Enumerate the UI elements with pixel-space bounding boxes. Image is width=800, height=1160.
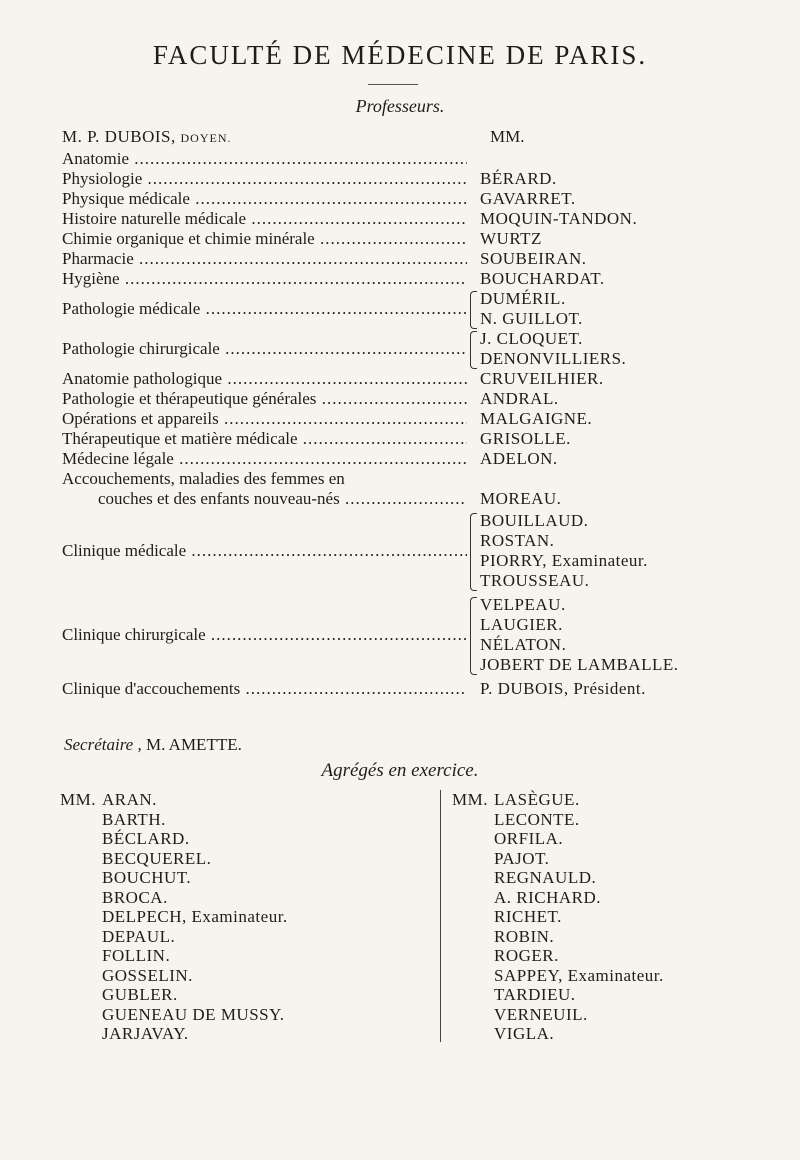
professor-name: MOQUIN-TANDON. xyxy=(480,209,638,228)
subject-accouchements-line2: couches et des enfants nouveau-nés ..... xyxy=(98,489,467,509)
professor-name: ADELON. xyxy=(480,449,558,468)
professor-name: VELPEAU. xyxy=(480,595,566,614)
agrege-name: SAPPEY, Examinateur. xyxy=(494,965,664,985)
professor-name: WURTZ xyxy=(480,229,542,248)
dean-line xyxy=(62,127,231,147)
professor-name: TROUSSEAU. xyxy=(480,571,590,590)
professor-name: CRUVEILHIER. xyxy=(480,369,604,388)
professor-name: LAUGIER. xyxy=(480,615,563,634)
agrege-name: ROBIN. xyxy=(494,926,555,946)
subject-physiologie: Physiologie ..... xyxy=(62,169,467,189)
professor-name: BOUCHARDAT. xyxy=(480,269,605,288)
professor-name: JOBERT DE LAMBALLE. xyxy=(480,655,679,674)
agrege-name: BOUCHUT. xyxy=(102,868,192,887)
professor-name: ANDRAL. xyxy=(480,389,559,408)
agrege-name: ORFILA. xyxy=(494,829,564,848)
agrege-name: FOLLIN. xyxy=(102,946,171,965)
subject-clinique-accouchements: Clinique d'accouchements ..... xyxy=(62,679,467,699)
professors-mm-header: MM. xyxy=(490,127,525,146)
faculty-title: FACULTÉ DE MÉDECINE DE PARIS. xyxy=(152,40,648,70)
professor-name: BÉRARD. xyxy=(480,169,557,188)
agreges-left-column xyxy=(60,790,430,1050)
secretary-line xyxy=(64,735,242,755)
subject-pharmacie: Pharmacie ..... xyxy=(62,249,467,269)
agrege-name: A. RICHARD. xyxy=(494,887,602,907)
agrege-name: RICHET. xyxy=(494,907,562,926)
agrege-name: TARDIEU. xyxy=(494,985,576,1004)
professor-name: DENONVILLIERS. xyxy=(480,349,627,368)
professor-name: GAVARRET. xyxy=(480,189,576,208)
subject-histoire-naturelle: Histoire naturelle médicale ..... xyxy=(62,209,467,229)
subject-pathologie-chirurgicale: Pathologie chirurgicale ..... xyxy=(62,339,467,359)
agrege-name: GOSSELIN. xyxy=(102,965,193,985)
professor-name: ROSTAN. xyxy=(480,531,555,550)
secretary-name: M. AMETTE. xyxy=(145,735,242,754)
agrege-name: ARAN. xyxy=(102,790,157,809)
agrege-name: REGNAULD. xyxy=(494,868,597,887)
agrege-name: BARTH. xyxy=(102,809,166,829)
professor-name: DUMÉRIL. xyxy=(480,289,566,308)
agrege-name: JARJAVAY. xyxy=(102,1024,189,1043)
subject-physique-medicale: Physique médicale ..... xyxy=(62,189,467,209)
agrege-name: LASÈGUE. xyxy=(494,790,580,809)
dean-name: M. P. DUBOIS, xyxy=(62,127,176,146)
professors-subtitle: Professeurs. xyxy=(355,96,445,116)
agreges-right-prefix: MM. xyxy=(452,790,488,809)
subject-anatomie: Anatomie ..... xyxy=(62,149,467,169)
brace xyxy=(470,331,477,369)
agrege-name: DEPAUL. xyxy=(102,926,176,946)
subject-hygiene: Hygiène ..... xyxy=(62,269,467,289)
professor-name: P. DUBOIS, Président. xyxy=(480,679,646,698)
brace xyxy=(470,513,477,591)
agrege-name: GUENEAU DE MUSSY. xyxy=(102,1004,285,1024)
subject-accouchements-line1: Accouchements, maladies des femmes en xyxy=(62,469,345,488)
professor-name: BOUILLAUD. xyxy=(480,511,589,530)
subject-pathologie-medicale: Pathologie médicale ..... xyxy=(62,299,467,319)
agrege-name: BROCA. xyxy=(102,887,168,907)
professor-name: MALGAIGNE. xyxy=(480,409,593,428)
agreges-right-column xyxy=(452,790,792,1050)
agreges-left-prefix: MM. xyxy=(60,790,96,809)
subject-chimie: Chimie organique et chimie minérale ..... xyxy=(62,229,467,249)
subject-medecine-legale: Médecine légale ..... xyxy=(62,449,467,469)
agrege-name: VERNEUIL. xyxy=(494,1004,588,1024)
brace xyxy=(470,597,477,675)
professor-name: NÉLATON. xyxy=(480,635,567,654)
professor-name: GRISOLLE. xyxy=(480,429,571,448)
agreges-title: Agrégés en exercice. xyxy=(321,760,479,781)
agrege-name: ROGER. xyxy=(494,946,559,965)
agrege-name: DELPECH, Examinateur. xyxy=(102,907,288,926)
agrege-name: LECONTE. xyxy=(494,809,580,829)
subject-anatomie-pathologique: Anatomie pathologique ..... xyxy=(62,369,467,389)
secretary-label: Secrétaire , xyxy=(64,735,142,754)
professor-name: MOREAU. xyxy=(480,489,562,508)
agrege-name: PAJOT. xyxy=(494,848,550,868)
subject-operations: Opérations et appareils ..... xyxy=(62,409,467,429)
title-rule xyxy=(368,84,418,85)
agrege-name: GUBLER. xyxy=(102,985,178,1004)
professor-name: J. CLOQUET. xyxy=(480,329,583,348)
professor-name: N. GUILLOT. xyxy=(480,309,583,328)
subject-clinique-chirurgicale: Clinique chirurgicale ..... xyxy=(62,625,467,645)
subject-pathologie-therapeutique: Pathologie et thérapeutique générales ..... xyxy=(62,389,467,409)
subject-clinique-medicale: Clinique médicale ..... xyxy=(62,541,467,561)
agrege-name: BÉCLARD. xyxy=(102,829,190,848)
professor-name: PIORRY, Examinateur. xyxy=(480,551,648,570)
agrege-name: BECQUEREL. xyxy=(102,848,212,868)
dean-title: DOYEN. xyxy=(180,131,232,145)
agrege-name: VIGLA. xyxy=(494,1024,555,1043)
column-divider xyxy=(440,790,441,1042)
professor-name: SOUBEIRAN. xyxy=(480,249,587,268)
subject-therapeutique: Thérapeutique et matière médicale ..... xyxy=(62,429,467,449)
brace xyxy=(470,291,477,329)
